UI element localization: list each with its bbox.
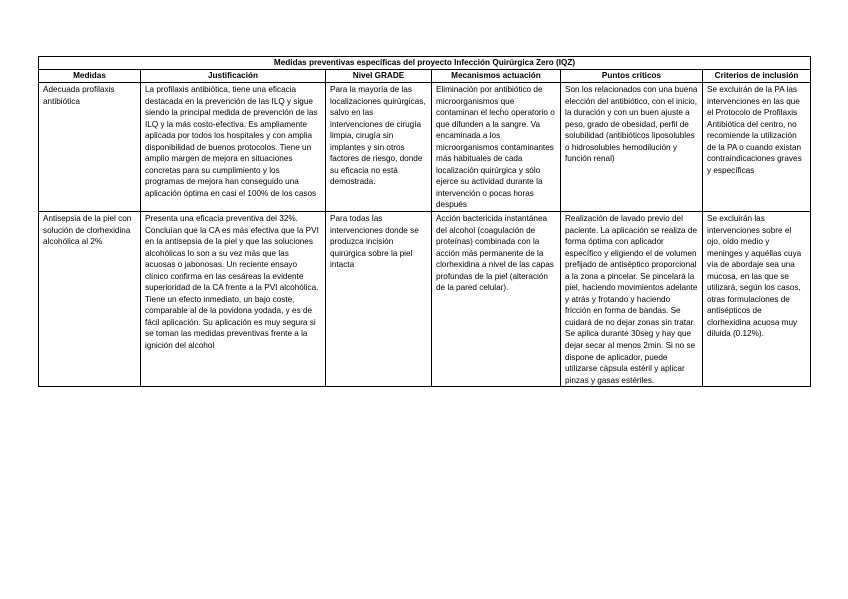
cell-justificacion: La profilaxis antibiótica, tiene una eficacia destacada en la prevención de las ILQ y sigue siendo la principal medida de prevención de las ILQ y la más costo-efectiva. Es ampliamente aplicada por todos los hospitales y con amplia disponibilidad de buenos protocolos. Tiene un amplio margen de mejora en situaciones concretas para su cumplimiento y los programas de mejora han conseguido una aplicación óptima en casi el 100% de los casos [141, 83, 326, 212]
cell-nivel-grade: Para todas las intervenciones donde se produzca incisión quirúrgica sobre la piel intacta [326, 212, 432, 387]
cell-puntos-criticos: Son los relacionados con una buena elección del antibiótico, con el inicio, la duración y con un buen ajuste a peso, grado de obesidad, perfil de solubilidad (antibióticos liposolubles o hidrosolubles hemodilución y función renal) [561, 83, 703, 212]
cell-mecanismos: Eliminación por antibiótico de microorganismos que contaminan el lecho operatorio o que difunden a la sangre. Va encaminada a los microorganismos contaminantes más habituales de cada localización quirúrgica y sólo ejerce su actividad durante la intervención o pocas horas después [432, 83, 561, 212]
column-header-puntos-criticos: Puntos críticos [561, 70, 703, 83]
cell-mecanismos: Acción bactericida instantánea del alcohol (coagulación de proteínas) combinada con la acción más permanente de la clorhexidina a nivel de las capas profundas de la piel (alteración de la pared celular). [432, 212, 561, 387]
cell-medida: Antisepsia de la piel con solución de clorhexidina alcohólica al 2% [39, 212, 141, 387]
cell-criterios: Se excluirán de la PA las intervenciones en las que el Protocolo de Profilaxis Antibiótica del centro, no recomiende la utilización de la PA o cuando existan contraindicaciones graves y específicas [703, 83, 811, 212]
cell-puntos-criticos: Realización de lavado previo del paciente. La aplicación se realiza de forma óptima con aplicador específico y eligiendo el de volumen prefijado de antiséptico proporcional a la zona a pincelar. Se pincelará la piel, haciendo movimientos adelante y atrás y frotando y haciendo fricción en forma de bandas. Se cuidará de no dejar zonas sin tratar. Se aplica durante 30seg y hay que dejar secar al menos 2min. Si no se dispone de aplicador, puede utilizarse cápsula estéril y aplicar pinzas y gasas estériles. [561, 212, 703, 387]
table-header-row [39, 70, 811, 83]
table-title: Medidas preventivas específicas del proyecto Infección Quirúrgica Zero (IQZ) [39, 57, 811, 70]
cell-justificacion: Presenta una eficacia preventiva del 32%. Concluían que la CA es más efectiva que la PVI en la antisepsia de la piel y que las soluciones alcohólicas lo son a su vez más que las acuosas o jabonosas. Un reciente ensayo clínico confirma en las cesáreas la evidente superioridad de la CA frente a la PVI alcohólica. Tiene un efecto inmediato, un bajo coste, comparable al de la povidona yodada, y es de fácil aplicación. Su aplicación es muy segura si se toman las medidas preventivas frente a la ignición del alcohol [141, 212, 326, 387]
table-row [39, 83, 811, 212]
column-header-justificacion: Justificación [141, 70, 326, 83]
table-title-row [39, 57, 811, 70]
column-header-mecanismos: Mecanismos actuación [432, 70, 561, 83]
table-row [39, 212, 811, 387]
column-header-nivel-grade: Nivel GRADE [326, 70, 432, 83]
cell-criterios: Se excluirán las intervenciones sobre el ojo, oído medio y meninges y aquéllas cuya vía de abordaje sea una mucosa, en las que se utilizará, según los casos, otras formulaciones de antisépticos de clorhexidina acuosa muy diluida (0.12%). [703, 212, 811, 387]
cell-nivel-grade: Para la mayoría de las localizaciones quirúrgicas, salvo en las intervenciones de cirugía limpia, cirugía sin implantes y sin otros factores de riesgo, donde su eficacia no está demostrada. [326, 83, 432, 212]
column-header-criterios: Criterios de inclusión [703, 70, 811, 83]
measures-table [38, 56, 811, 387]
column-header-medidas: Medidas [39, 70, 141, 83]
cell-medida: Adecuada profilaxis antibiótica [39, 83, 141, 212]
